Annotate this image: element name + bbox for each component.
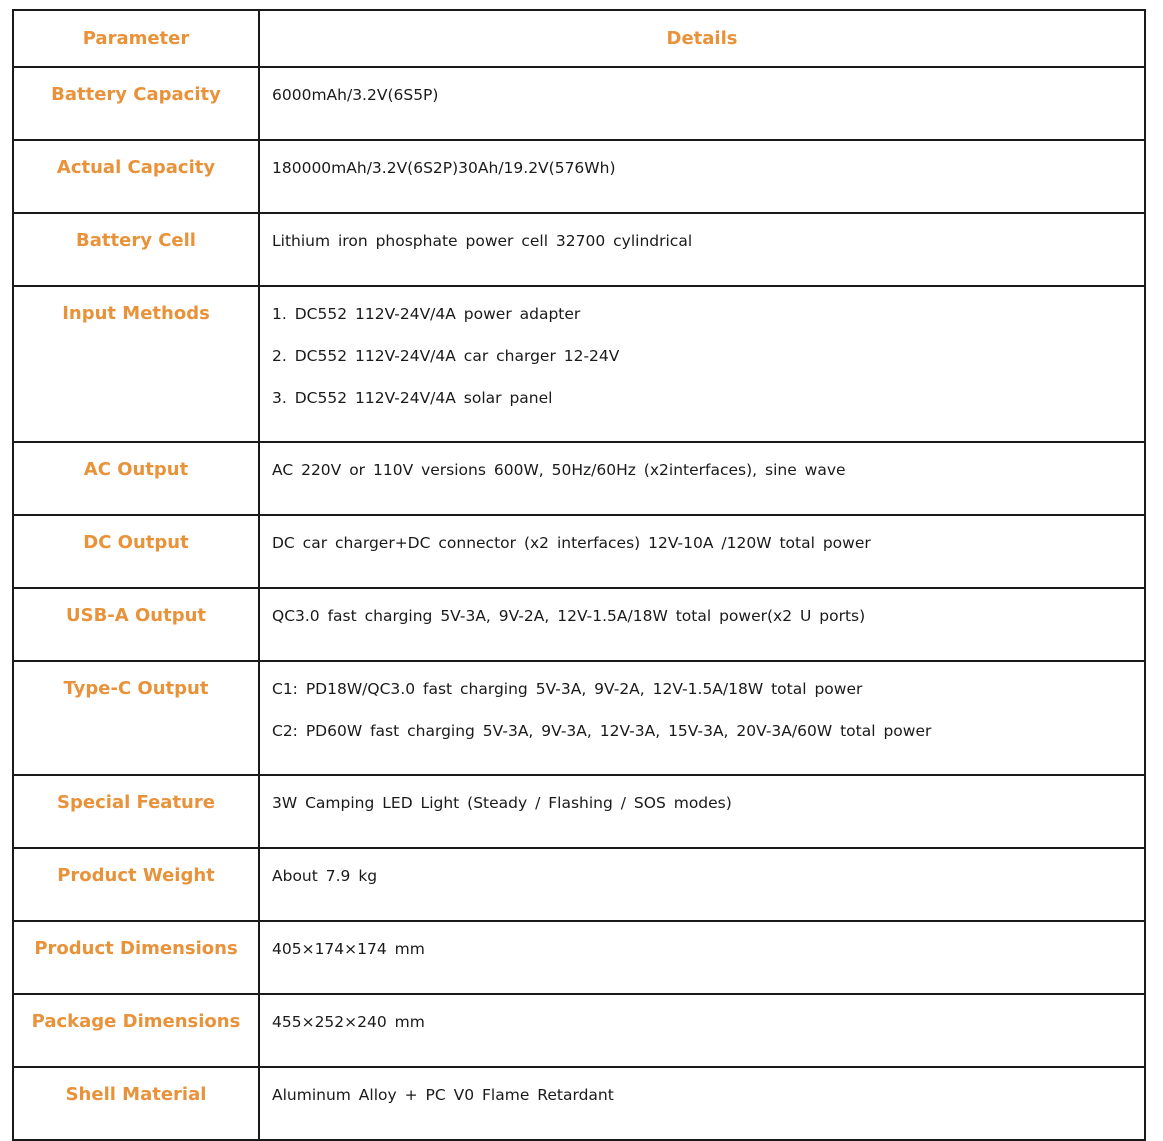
detail-line: 1. DC552 112V-24V/4A power adapter <box>272 305 581 323</box>
table-row <box>13 67 1145 140</box>
detail-value <box>259 588 1145 661</box>
detail-line: AC 220V or 110V versions 600W, 50Hz/60Hz (x2interfaces), sine wave <box>272 461 846 479</box>
table-header-row <box>13 10 1145 67</box>
detail-line: C2: PD60W fast charging 5V-3A, 9V-3A, 12V-3A, 15V-3A, 20V-3A/60W total power <box>272 722 932 740</box>
detail-value <box>259 775 1145 848</box>
table-row <box>13 515 1145 588</box>
table-body <box>13 67 1145 1140</box>
detail-line: 3W Camping LED Light (Steady / Flashing / SOS modes) <box>272 794 732 812</box>
detail-value <box>259 515 1145 588</box>
param-label: Battery Cell <box>13 213 259 286</box>
param-label: Battery Capacity <box>13 67 259 140</box>
detail-value <box>259 994 1145 1067</box>
param-label: Special Feature <box>13 775 259 848</box>
detail-line: 3. DC552 112V-24V/4A solar panel <box>272 389 553 407</box>
table-row <box>13 775 1145 848</box>
detail-value <box>259 661 1145 775</box>
detail-line: Lithium iron phosphate power cell 32700 cylindrical <box>272 232 693 250</box>
param-label: Shell Material <box>13 1067 259 1140</box>
header-details: Details <box>259 10 1145 67</box>
detail-value <box>259 921 1145 994</box>
param-label: Product Dimensions <box>13 921 259 994</box>
param-label: Package Dimensions <box>13 994 259 1067</box>
table-row <box>13 286 1145 442</box>
detail-line: 6000mAh/3.2V(6S5P) <box>272 86 439 104</box>
param-label: Type-C Output <box>13 661 259 775</box>
table-row <box>13 994 1145 1067</box>
detail-line: DC car charger+DC connector (x2 interfaces) 12V-10A /120W total power <box>272 534 871 552</box>
table-row <box>13 442 1145 515</box>
detail-line: 2. DC552 112V-24V/4A car charger 12-24V <box>272 347 620 365</box>
header-parameter: Parameter <box>13 10 259 67</box>
table-row <box>13 661 1145 775</box>
detail-value <box>259 140 1145 213</box>
table-row <box>13 921 1145 994</box>
detail-line: 405×174×174 mm <box>272 940 425 958</box>
spec-table <box>12 9 1146 1141</box>
param-label: Product Weight <box>13 848 259 921</box>
detail-line: Aluminum Alloy + PC V0 Flame Retardant <box>272 1086 614 1104</box>
table-row <box>13 213 1145 286</box>
detail-value <box>259 67 1145 140</box>
detail-line: 180000mAh/3.2V(6S2P)30Ah/19.2V(576Wh) <box>272 159 616 177</box>
detail-line: 455×252×240 mm <box>272 1013 425 1031</box>
param-label: USB-A Output <box>13 588 259 661</box>
table-row <box>13 140 1145 213</box>
detail-value <box>259 213 1145 286</box>
table-row <box>13 588 1145 661</box>
detail-value <box>259 442 1145 515</box>
detail-line: About 7.9 kg <box>272 867 378 885</box>
detail-value <box>259 1067 1145 1140</box>
detail-value <box>259 286 1145 442</box>
detail-line: QC3.0 fast charging 5V-3A, 9V-2A, 12V-1.5A/18W total power(x2 U ports) <box>272 607 866 625</box>
detail-value <box>259 848 1145 921</box>
param-label: Input Methods <box>13 286 259 442</box>
detail-line: C1: PD18W/QC3.0 fast charging 5V-3A, 9V-2A, 12V-1.5A/18W total power <box>272 680 863 698</box>
param-label: AC Output <box>13 442 259 515</box>
param-label: DC Output <box>13 515 259 588</box>
param-label: Actual Capacity <box>13 140 259 213</box>
table-row <box>13 848 1145 921</box>
table-row <box>13 1067 1145 1140</box>
